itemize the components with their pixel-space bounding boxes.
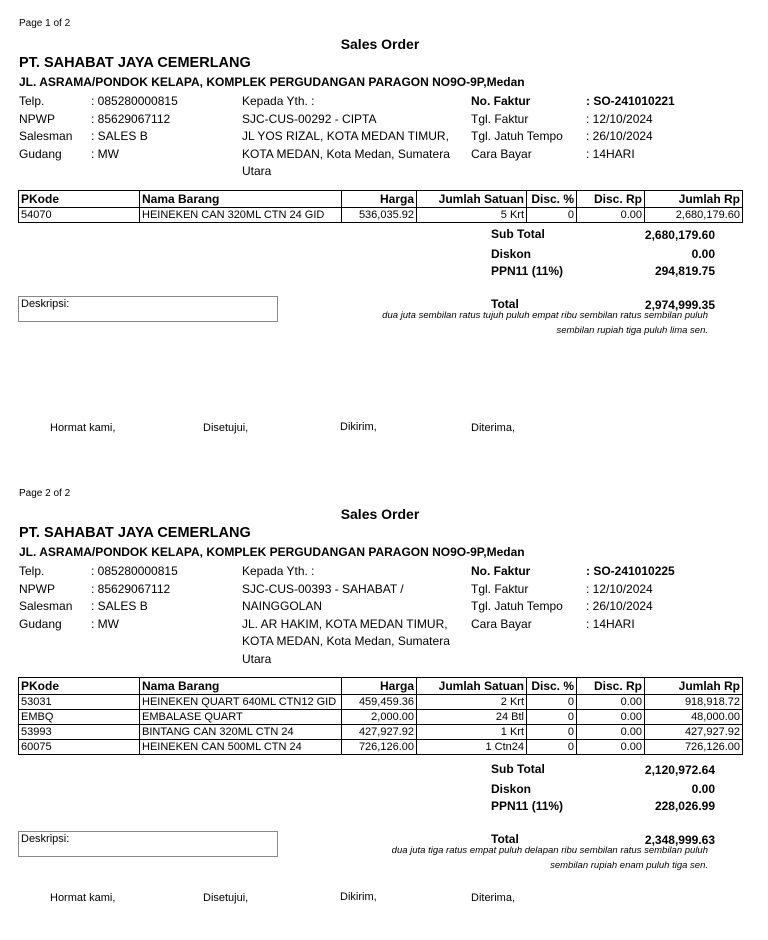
signature-dikirim: Dikirim, bbox=[340, 891, 377, 903]
cara-bayar-label: Cara Bayar bbox=[471, 617, 532, 631]
cell-jumlah-rp: 726,126.00 bbox=[645, 740, 743, 755]
items-table bbox=[18, 190, 743, 223]
npwp-value: : 85629067112 bbox=[91, 582, 171, 596]
amount-in-words-line2: sembilan rupiah enam puluh tiga sen. bbox=[550, 860, 708, 871]
col-disc-percent: Disc. % bbox=[527, 191, 577, 208]
signature-hormat-kami: Hormat kami, bbox=[50, 422, 116, 434]
cell-nama-barang: HEINEKEN QUART 640ML CTN12 GID bbox=[140, 695, 342, 710]
page-number: Page 1 of 2 bbox=[19, 18, 71, 29]
col-jumlah-satuan: Jumlah Satuan bbox=[417, 678, 527, 695]
col-nama-barang: Nama Barang bbox=[140, 678, 342, 695]
cell-nama-barang: BINTANG CAN 320ML CTN 24 bbox=[140, 725, 342, 740]
jatuh-tempo-label: Tgl. Jatuh Tempo bbox=[471, 129, 563, 143]
no-faktur-value: : SO-241010221 bbox=[586, 94, 675, 108]
signature-diterima: Diterima, bbox=[471, 422, 516, 434]
ppn-label: PPN11 (11%) bbox=[491, 799, 564, 813]
gudang-value: : MW bbox=[91, 617, 119, 631]
cell-disc-percent: 0 bbox=[527, 725, 577, 740]
cell-jumlah-rp: 2,680,179.60 bbox=[645, 208, 743, 223]
cell-disc-rp: 0.00 bbox=[577, 208, 645, 223]
total-label: Total bbox=[491, 832, 519, 846]
company-name: PT. SAHABAT JAYA CEMERLANG bbox=[19, 55, 251, 71]
document-title: Sales Order bbox=[340, 36, 420, 52]
table-row bbox=[19, 740, 743, 755]
company-address: JL. ASRAMA/PONDOK KELAPA, KOMPLEK PERGUDANGAN PARAGON NO9O-9P,Medan bbox=[19, 75, 525, 89]
total-value: 2,974,999.35 bbox=[644, 298, 715, 312]
diskon-label: Diskon bbox=[491, 782, 532, 796]
cell-jumlah-satuan: 24 Btl bbox=[417, 710, 527, 725]
signature-disetujui: Disetujui, bbox=[203, 892, 249, 904]
jatuh-tempo-label: Tgl. Jatuh Tempo bbox=[471, 599, 563, 613]
cell-harga: 536,035.92 bbox=[342, 208, 417, 223]
tgl-faktur-label: Tgl. Faktur bbox=[471, 112, 529, 126]
salesman-label: Salesman bbox=[19, 599, 73, 613]
cara-bayar-value: : 14HARI bbox=[586, 617, 635, 631]
subtotal-value: 2,680,179.60 bbox=[644, 228, 715, 242]
items-table bbox=[18, 677, 743, 755]
document-title: Sales Order bbox=[340, 506, 420, 522]
customer-line: Utara bbox=[242, 164, 272, 178]
jatuh-tempo-value: : 26/10/2024 bbox=[586, 599, 653, 613]
customer-line: SJC-CUS-00393 - SAHABAT / bbox=[242, 582, 404, 596]
cell-nama-barang: HEINEKEN CAN 500ML CTN 24 bbox=[140, 740, 342, 755]
ppn-value: 294,819.75 bbox=[654, 264, 715, 278]
col-jumlah-rp: Jumlah Rp bbox=[645, 678, 743, 695]
cara-bayar-value: : 14HARI bbox=[586, 147, 635, 161]
col-nama-barang: Nama Barang bbox=[140, 191, 342, 208]
cell-disc-rp: 0.00 bbox=[577, 695, 645, 710]
table-header-row bbox=[19, 191, 743, 208]
cell-harga: 459,459.36 bbox=[342, 695, 417, 710]
cell-pkode: EMBQ bbox=[19, 710, 140, 725]
customer-line: KOTA MEDAN, Kota Medan, Sumatera bbox=[242, 634, 450, 648]
subtotal-label: Sub Total bbox=[491, 762, 545, 776]
gudang-label: Gudang bbox=[19, 147, 62, 161]
telp-value: : 085280000815 bbox=[91, 564, 178, 578]
signature-dikirim: Dikirim, bbox=[340, 421, 377, 433]
sales-order-page-2 bbox=[0, 470, 768, 940]
diskon-value: 0.00 bbox=[691, 782, 715, 796]
amount-in-words-line1: dua juta sembilan ratus tujuh puluh empat ribu sembilan ratus sembilan puluh bbox=[382, 310, 708, 321]
table-header-row bbox=[19, 678, 743, 695]
no-faktur-value: : SO-241010225 bbox=[586, 564, 675, 578]
amount-in-words-line2: sembilan rupiah tiga puluh lima sen. bbox=[556, 325, 708, 336]
cell-jumlah-satuan: 5 Krt bbox=[417, 208, 527, 223]
npwp-value: : 85629067112 bbox=[91, 112, 171, 126]
no-faktur-label: No. Faktur bbox=[471, 94, 531, 108]
subtotal-label: Sub Total bbox=[491, 227, 545, 241]
table-row bbox=[19, 710, 743, 725]
cell-disc-percent: 0 bbox=[527, 710, 577, 725]
telp-value: : 085280000815 bbox=[91, 94, 178, 108]
col-harga: Harga bbox=[342, 678, 417, 695]
cell-pkode: 54070 bbox=[19, 208, 140, 223]
gudang-value: : MW bbox=[91, 147, 119, 161]
customer-line: NAINGGOLAN bbox=[242, 599, 323, 613]
col-disc-percent: Disc. % bbox=[527, 678, 577, 695]
cell-disc-percent: 0 bbox=[527, 695, 577, 710]
amount-in-words-line1: dua juta tiga ratus empat puluh delapan ribu sembilan ratus sembilan puluh bbox=[391, 845, 708, 856]
col-pkode: PKode bbox=[19, 191, 140, 208]
cell-jumlah-rp: 918,918.72 bbox=[645, 695, 743, 710]
kepada-label: Kepada Yth. : bbox=[242, 94, 315, 108]
diskon-value: 0.00 bbox=[691, 247, 715, 261]
cell-jumlah-satuan: 1 Krt bbox=[417, 725, 527, 740]
customer-line: JL YOS RIZAL, KOTA MEDAN TIMUR, bbox=[242, 129, 449, 143]
jatuh-tempo-value: : 26/10/2024 bbox=[586, 129, 653, 143]
table-row bbox=[19, 208, 743, 223]
col-harga: Harga bbox=[342, 191, 417, 208]
cell-jumlah-satuan: 1 Ctn24 bbox=[417, 740, 527, 755]
cell-jumlah-rp: 48,000.00 bbox=[645, 710, 743, 725]
tgl-faktur-value: : 12/10/2024 bbox=[586, 112, 653, 126]
customer-line: JL. AR HAKIM, KOTA MEDAN TIMUR, bbox=[242, 617, 448, 631]
cell-disc-rp: 0.00 bbox=[577, 710, 645, 725]
cell-disc-percent: 0 bbox=[527, 740, 577, 755]
signature-hormat-kami: Hormat kami, bbox=[50, 892, 116, 904]
cell-nama-barang: EMBALASE QUART bbox=[140, 710, 342, 725]
ppn-label: PPN11 (11%) bbox=[491, 264, 564, 278]
telp-label: Telp. bbox=[19, 94, 45, 108]
col-disc-rp: Disc. Rp bbox=[577, 191, 645, 208]
cell-harga: 726,126.00 bbox=[342, 740, 417, 755]
ppn-value: 228,026.99 bbox=[654, 799, 715, 813]
npwp-label: NPWP bbox=[19, 112, 55, 126]
signature-disetujui: Disetujui, bbox=[203, 422, 249, 434]
tgl-faktur-label: Tgl. Faktur bbox=[471, 582, 529, 596]
signature-diterima: Diterima, bbox=[471, 892, 516, 904]
salesman-value: : SALES B bbox=[91, 129, 148, 143]
cell-pkode: 53031 bbox=[19, 695, 140, 710]
customer-line: Utara bbox=[242, 652, 272, 666]
col-jumlah-satuan: Jumlah Satuan bbox=[417, 191, 527, 208]
customer-line: KOTA MEDAN, Kota Medan, Sumatera bbox=[242, 147, 450, 161]
diskon-label: Diskon bbox=[491, 247, 532, 261]
tgl-faktur-value: : 12/10/2024 bbox=[586, 582, 653, 596]
gudang-label: Gudang bbox=[19, 617, 62, 631]
company-address: JL. ASRAMA/PONDOK KELAPA, KOMPLEK PERGUDANGAN PARAGON NO9O-9P,Medan bbox=[19, 545, 525, 559]
cell-disc-rp: 0.00 bbox=[577, 725, 645, 740]
salesman-value: : SALES B bbox=[91, 599, 148, 613]
total-value: 2,348,999.63 bbox=[644, 833, 715, 847]
cell-jumlah-satuan: 2 Krt bbox=[417, 695, 527, 710]
no-faktur-label: No. Faktur bbox=[471, 564, 531, 578]
customer-line: SJC-CUS-00292 - CIPTA bbox=[242, 112, 377, 126]
kepada-label: Kepada Yth. : bbox=[242, 564, 315, 578]
deskripsi-label: Deskripsi: bbox=[21, 833, 70, 845]
deskripsi-label: Deskripsi: bbox=[21, 298, 70, 310]
page-number: Page 2 of 2 bbox=[19, 488, 71, 499]
table-row bbox=[19, 725, 743, 740]
col-jumlah-rp: Jumlah Rp bbox=[645, 191, 743, 208]
deskripsi-box bbox=[18, 831, 278, 857]
cell-jumlah-rp: 427,927.92 bbox=[645, 725, 743, 740]
cell-harga: 2,000.00 bbox=[342, 710, 417, 725]
cara-bayar-label: Cara Bayar bbox=[471, 147, 532, 161]
col-disc-rp: Disc. Rp bbox=[577, 678, 645, 695]
cell-disc-rp: 0.00 bbox=[577, 740, 645, 755]
cell-pkode: 53993 bbox=[19, 725, 140, 740]
total-label: Total bbox=[491, 297, 519, 311]
npwp-label: NPWP bbox=[19, 582, 55, 596]
table-row bbox=[19, 695, 743, 710]
subtotal-value: 2,120,972.64 bbox=[644, 763, 715, 777]
telp-label: Telp. bbox=[19, 564, 45, 578]
company-name: PT. SAHABAT JAYA CEMERLANG bbox=[19, 525, 251, 541]
cell-nama-barang: HEINEKEN CAN 320ML CTN 24 GID bbox=[140, 208, 342, 223]
salesman-label: Salesman bbox=[19, 129, 73, 143]
col-pkode: PKode bbox=[19, 678, 140, 695]
cell-harga: 427,927.92 bbox=[342, 725, 417, 740]
cell-disc-percent: 0 bbox=[527, 208, 577, 223]
cell-pkode: 60075 bbox=[19, 740, 140, 755]
deskripsi-box bbox=[18, 296, 278, 322]
